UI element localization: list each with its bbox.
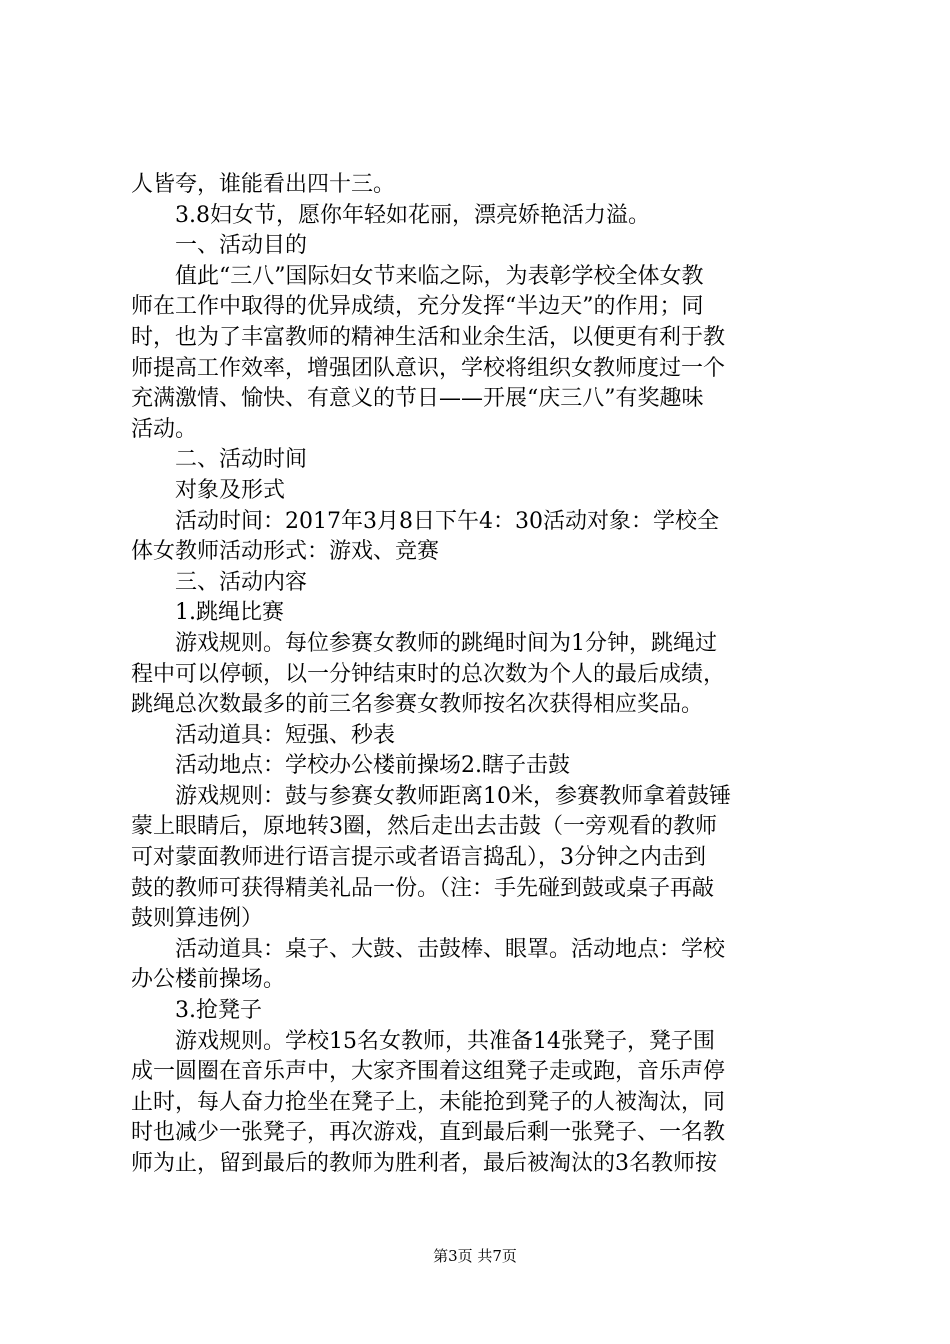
paragraph-line: 止时，每人奋力抢坐在凳子上，未能抢到凳子的人被淘汰，同	[131, 1089, 726, 1115]
paragraph-line: 活动道具：短强、秒表	[175, 722, 396, 748]
paragraph-line: 时，也为了丰富教师的精神生活和业余生活，以便更有利于教	[131, 324, 726, 350]
paragraph-line: 程中可以停顿，以一分钟结束时的总次数为个人的最后成绩，	[131, 661, 726, 687]
paragraph-line: 体女教师活动形式：游戏、竞赛	[131, 539, 440, 565]
paragraph-line: 活动时间：2017年3月8日下午4：30活动对象：学校全	[175, 508, 719, 534]
page-footer: 第3页 共7页	[433, 1247, 517, 1265]
paragraph-line: 活动。	[131, 416, 198, 442]
document-body	[131, 170, 831, 1180]
paragraph-line: 对象及形式	[175, 477, 286, 503]
paragraph-line: 1.跳绳比赛	[175, 600, 284, 626]
paragraph-line: 鼓则算违例）	[131, 906, 264, 932]
paragraph-line: 一、活动目的	[175, 233, 308, 259]
paragraph-line: 办公楼前操场。	[131, 967, 286, 993]
paragraph-line: 蒙上眼睛后，原地转3圈，然后走出去击鼓（一旁观看的教师	[131, 814, 717, 840]
paragraph-line: 可对蒙面教师进行语言提示或者语言捣乱），3分钟之内击到	[131, 845, 706, 871]
paragraph-line: 跳绳总次数最多的前三名参赛女教师按名次获得相应奖品。	[131, 692, 704, 718]
paragraph-line: 充满激情、愉快、有意义的节日——开展“庆三八”有奖趣味	[131, 386, 704, 412]
paragraph-line: 3.8妇女节，愿你年轻如花丽，漂亮娇艳活力溢。	[175, 202, 650, 228]
paragraph-line: 师在工作中取得的优异成绩，充分发挥“半边天”的作用；同	[131, 294, 704, 320]
paragraph-line: 值此“三八”国际妇女节来临之际，为表彰学校全体女教	[175, 263, 704, 289]
paragraph-line: 3.抢凳子	[175, 998, 262, 1024]
paragraph-line: 成一圆圈在音乐声中，大家齐围着这组凳子走或跑，音乐声停	[131, 1059, 726, 1085]
paragraph-line: 三、活动内容	[175, 569, 308, 595]
paragraph-line: 活动地点：学校办公楼前操场2.瞎子击鼓	[175, 753, 570, 779]
paragraph-line: 师提高工作效率，增强团队意识，学校将组织女教师度过一个	[131, 355, 726, 381]
paragraph-line: 游戏规则。每位参赛女教师的跳绳时间为1分钟，跳绳过	[175, 630, 717, 656]
paragraph-line: 二、活动时间	[175, 447, 308, 473]
paragraph-line: 人皆夸，谁能看出四十三。	[131, 172, 396, 197]
paragraph-line: 游戏规则。学校15名女教师，共准备14张凳子，凳子围	[175, 1028, 715, 1054]
paragraph-line: 鼓的教师可获得精美礼品一份。（注：手先碰到鼓或桌子再敲	[131, 875, 715, 901]
paragraph-line: 时也减少一张凳子，再次游戏，直到最后剩一张凳子、一名教	[131, 1120, 726, 1146]
paragraph-line: 师为止，留到最后的教师为胜利者，最后被淘汰的3名教师按	[131, 1151, 717, 1176]
paragraph-line: 游戏规则：鼓与参赛女教师距离10米，参赛教师拿着鼓锤	[175, 783, 731, 809]
paragraph-line: 活动道具：桌子、大鼓、击鼓棒、眼罩。活动地点：学校	[175, 936, 726, 962]
